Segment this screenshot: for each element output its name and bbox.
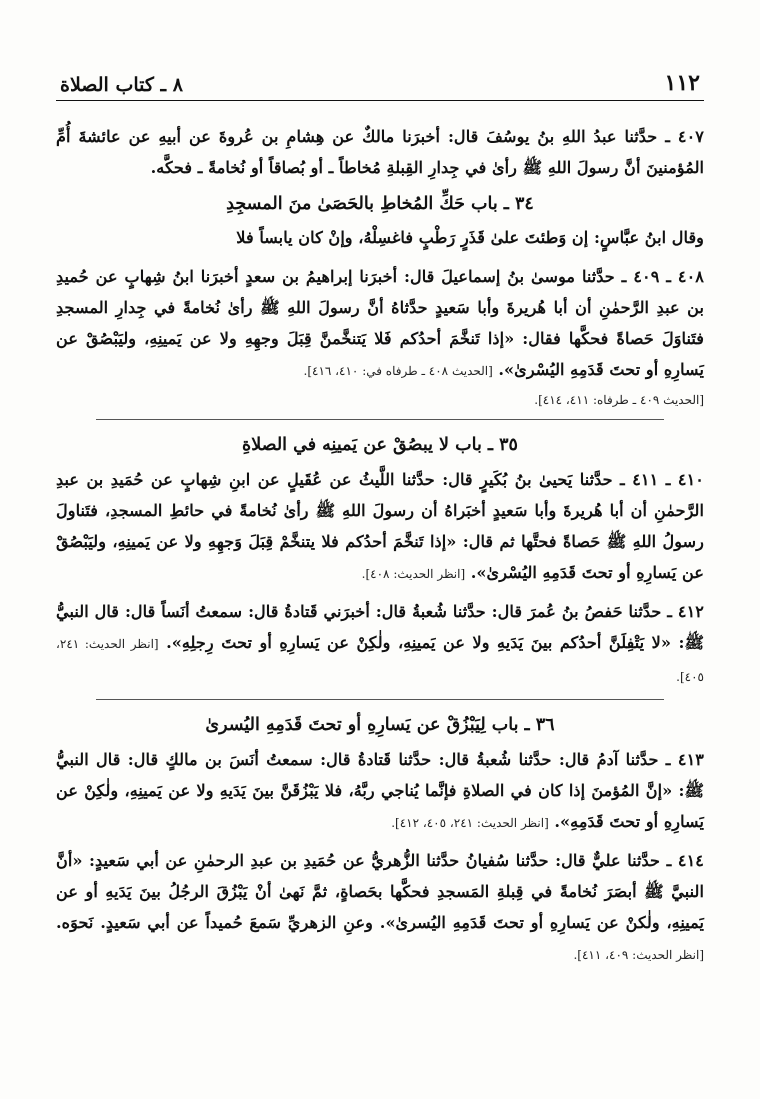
running-header bbox=[56, 62, 704, 101]
page-content bbox=[56, 101, 704, 971]
hadith-text: ـ حدَّثنا حَفصُ بنُ عُمرَ قال: حدَّثنا شُعبةُ قال: أخبرَني قَتادةُ قال: سمعتُ أنَساً قال: قال النبيُّ ﷺ: «لا يَتْفِلَنَّ أحدُكم بينَ يَدَيهِ ولا عن يَمينِهِ، ولٰكِنْ عن يَسارِهِ أو تحتَ رِجلِهِ». bbox=[56, 602, 705, 652]
hadith-number: ٤١٢ bbox=[677, 602, 704, 621]
hadith-reference: [انظر الحديث: ٤٠٨]. bbox=[361, 567, 466, 581]
hadith-text: ـ حدَّثنا آدمُ قال: حدَّثنا شُعبةُ قال: حدَّثنا قَتادةُ قال: سمعتُ أنَسَ بن مالكٍ قال: قال النبيُّ ﷺ: «إنَّ المُؤمنَ إذا كان في الصلاةِ فإنَّما يُناجي ربَّهُ، فلا يَبْزُقَنَّ بينَ يَدَيهِ ولا عن يَمينِهِ، ولٰكِنْ عن يَسارِهِ أو تحتَ قَدَمِهِ». bbox=[56, 750, 704, 831]
hadith-reference: [انظر الحديث: ٢٤١، ٤٠٥، ٤١٢]. bbox=[391, 816, 549, 830]
hadith-text: ـ حدَّثنا يَحيىٰ بنُ بُكَيرٍ قال: حدَّثنا اللَّيثُ عن عُقَيلٍ عن ابنِ شِهابٍ عن حُمَيدِ بن عبدِ الرَّحمٰنِ أن أبا هُريرةَ وأبا سَعيدٍ أخبَراهُ أن رسولَ اللهِ ﷺ رأىٰ نُخامةً في حائطِ المسجدِ، فتَناولَ رسولُ اللهِ ﷺ حَصاةً فحتَّها ثم قال: «إذا تَنخَّمَ أحدُكم فلا يتنخَّمْ قِبَلَ وَجهِهِ ولا عن يَمينِهِ، وليَبْصُقْ عن يَسارِهِ أو تحتَ قَدَمِهِ اليُسْرىٰ». bbox=[56, 470, 704, 582]
chapter-heading-36: ٣٦ ـ باب لِيَبْزُقْ عن يَسارِهِ أو تحتَ قَدَمِهِ اليُسرىٰ bbox=[205, 715, 555, 735]
hadith-410-411 bbox=[56, 464, 704, 590]
chapter-note-34: وقال ابنُ عبَّاسٍ: إن وَطئتَ علىٰ قَذَرٍ رَطْبٍ فاغسِلْهُ، وإنْ كان يابساً فلا bbox=[236, 228, 704, 247]
page-number: ١١٢ bbox=[664, 70, 700, 96]
hadith-412 bbox=[56, 596, 704, 693]
hadith-number: ٤٠٨ ـ ٤٠٩ bbox=[633, 267, 705, 286]
hadith-reference-409: [الحديث ٤٠٩ ـ طرفاه: ٤١١، ٤١٤]. bbox=[534, 393, 704, 407]
hadith-408-409 bbox=[56, 261, 704, 387]
hadith-text: ـ حدَّثنا عليٌّ قال: حدَّثنا سُفيانُ حدَّثنا الزُّهريُّ عن حُمَيدِ بن عبدِ الرحمٰنِ عن أبي سَعيدٍ: «أنَّ النبيَّ ﷺ أبصَرَ نُخامةً في قِبلةِ المَسجدِ فحكَّها بحَصاةٍ، ثمَّ نَهىٰ أنْ يَبْزُقَ الرجُلُ بينَ يَدَيهِ أو عن يَمينِهِ، ولٰكنْ عن يَسارِهِ أو تحتَ قَدَمِهِ اليُسرىٰ». وعنِ الزهريِّ سَمعَ حُميداً عن أبي سَعيدٍ. نَحوَه. bbox=[56, 851, 704, 932]
hadith-number: ٤١٠ ـ ٤١١ bbox=[632, 470, 704, 489]
hadith-414 bbox=[56, 845, 704, 971]
hadith-number: ٤٠٧ bbox=[677, 127, 704, 146]
hadith-reference: [الحديث ٤٠٨ ـ طرفاه في: ٤١٠، ٤١٦]. bbox=[303, 364, 493, 378]
hadith-reference: [انظر الحديث: ٢٤١، ٤٠٥]. bbox=[56, 637, 704, 684]
hadith-text: ـ حدَّثنا عبدُ اللهِ بنُ يوسُفَ قال: أخبرَنا مالكٌ عن هِشامِ بن عُروةَ عن أبيهِ عن عائشةَ أُمِّ المُؤمنينَ أنَّ رسولَ اللهِ ﷺ رأىٰ في جِدارِ القِبلةِ مُخاطاً ـ أو بُصاقاً أو نُخامةً ـ فحكَّه. bbox=[56, 127, 704, 177]
separator bbox=[96, 699, 664, 700]
hadith-number: ٤١٤ bbox=[677, 851, 704, 870]
hadith-407 bbox=[56, 121, 704, 183]
hadith-number: ٤١٣ bbox=[677, 750, 704, 769]
book-title: ٨ ـ كتاب الصلاة bbox=[60, 74, 183, 96]
chapter-heading-35: ٣٥ ـ باب لا يبصُقْ عن يَمينِه في الصلاةِ bbox=[242, 435, 518, 455]
hadith-text: ـ حدَّثنا موسىٰ بنُ إسماعيلَ قال: أخبرَنا إبراهيمُ بن سعدٍ أخبرَنا ابنُ شِهابٍ عن حُميدِ بن عبدِ الرَّحمٰنِ أن أبا هُريرةَ وأبا سَعيدٍ حدَّثاهُ أنَّ رسولَ اللهِ ﷺ رأىٰ نُخامةً في جِدارِ المسجدِ فتَناوَلَ حَصاةً فحكَّها فقال: «إذا تَنخَّمَ أحدُكم فَلا يَتنخَّمنَّ قِبَلَ وجهِهِ ولا عن يَمينِهِ، وليَبْصُقْ عن يَسارِهِ أو تحتَ قَدَمِهِ اليُسْرىٰ». bbox=[56, 267, 704, 379]
chapter-heading-34: ٣٤ ـ باب حَكِّ المُخاطِ بالحَصَىٰ منَ المسجِدِ bbox=[226, 194, 534, 214]
hadith-413 bbox=[56, 744, 704, 839]
separator bbox=[96, 419, 664, 420]
book-page bbox=[56, 62, 704, 977]
hadith-reference: [انظر الحديث: ٤٠٩، ٤١١]. bbox=[573, 948, 704, 962]
